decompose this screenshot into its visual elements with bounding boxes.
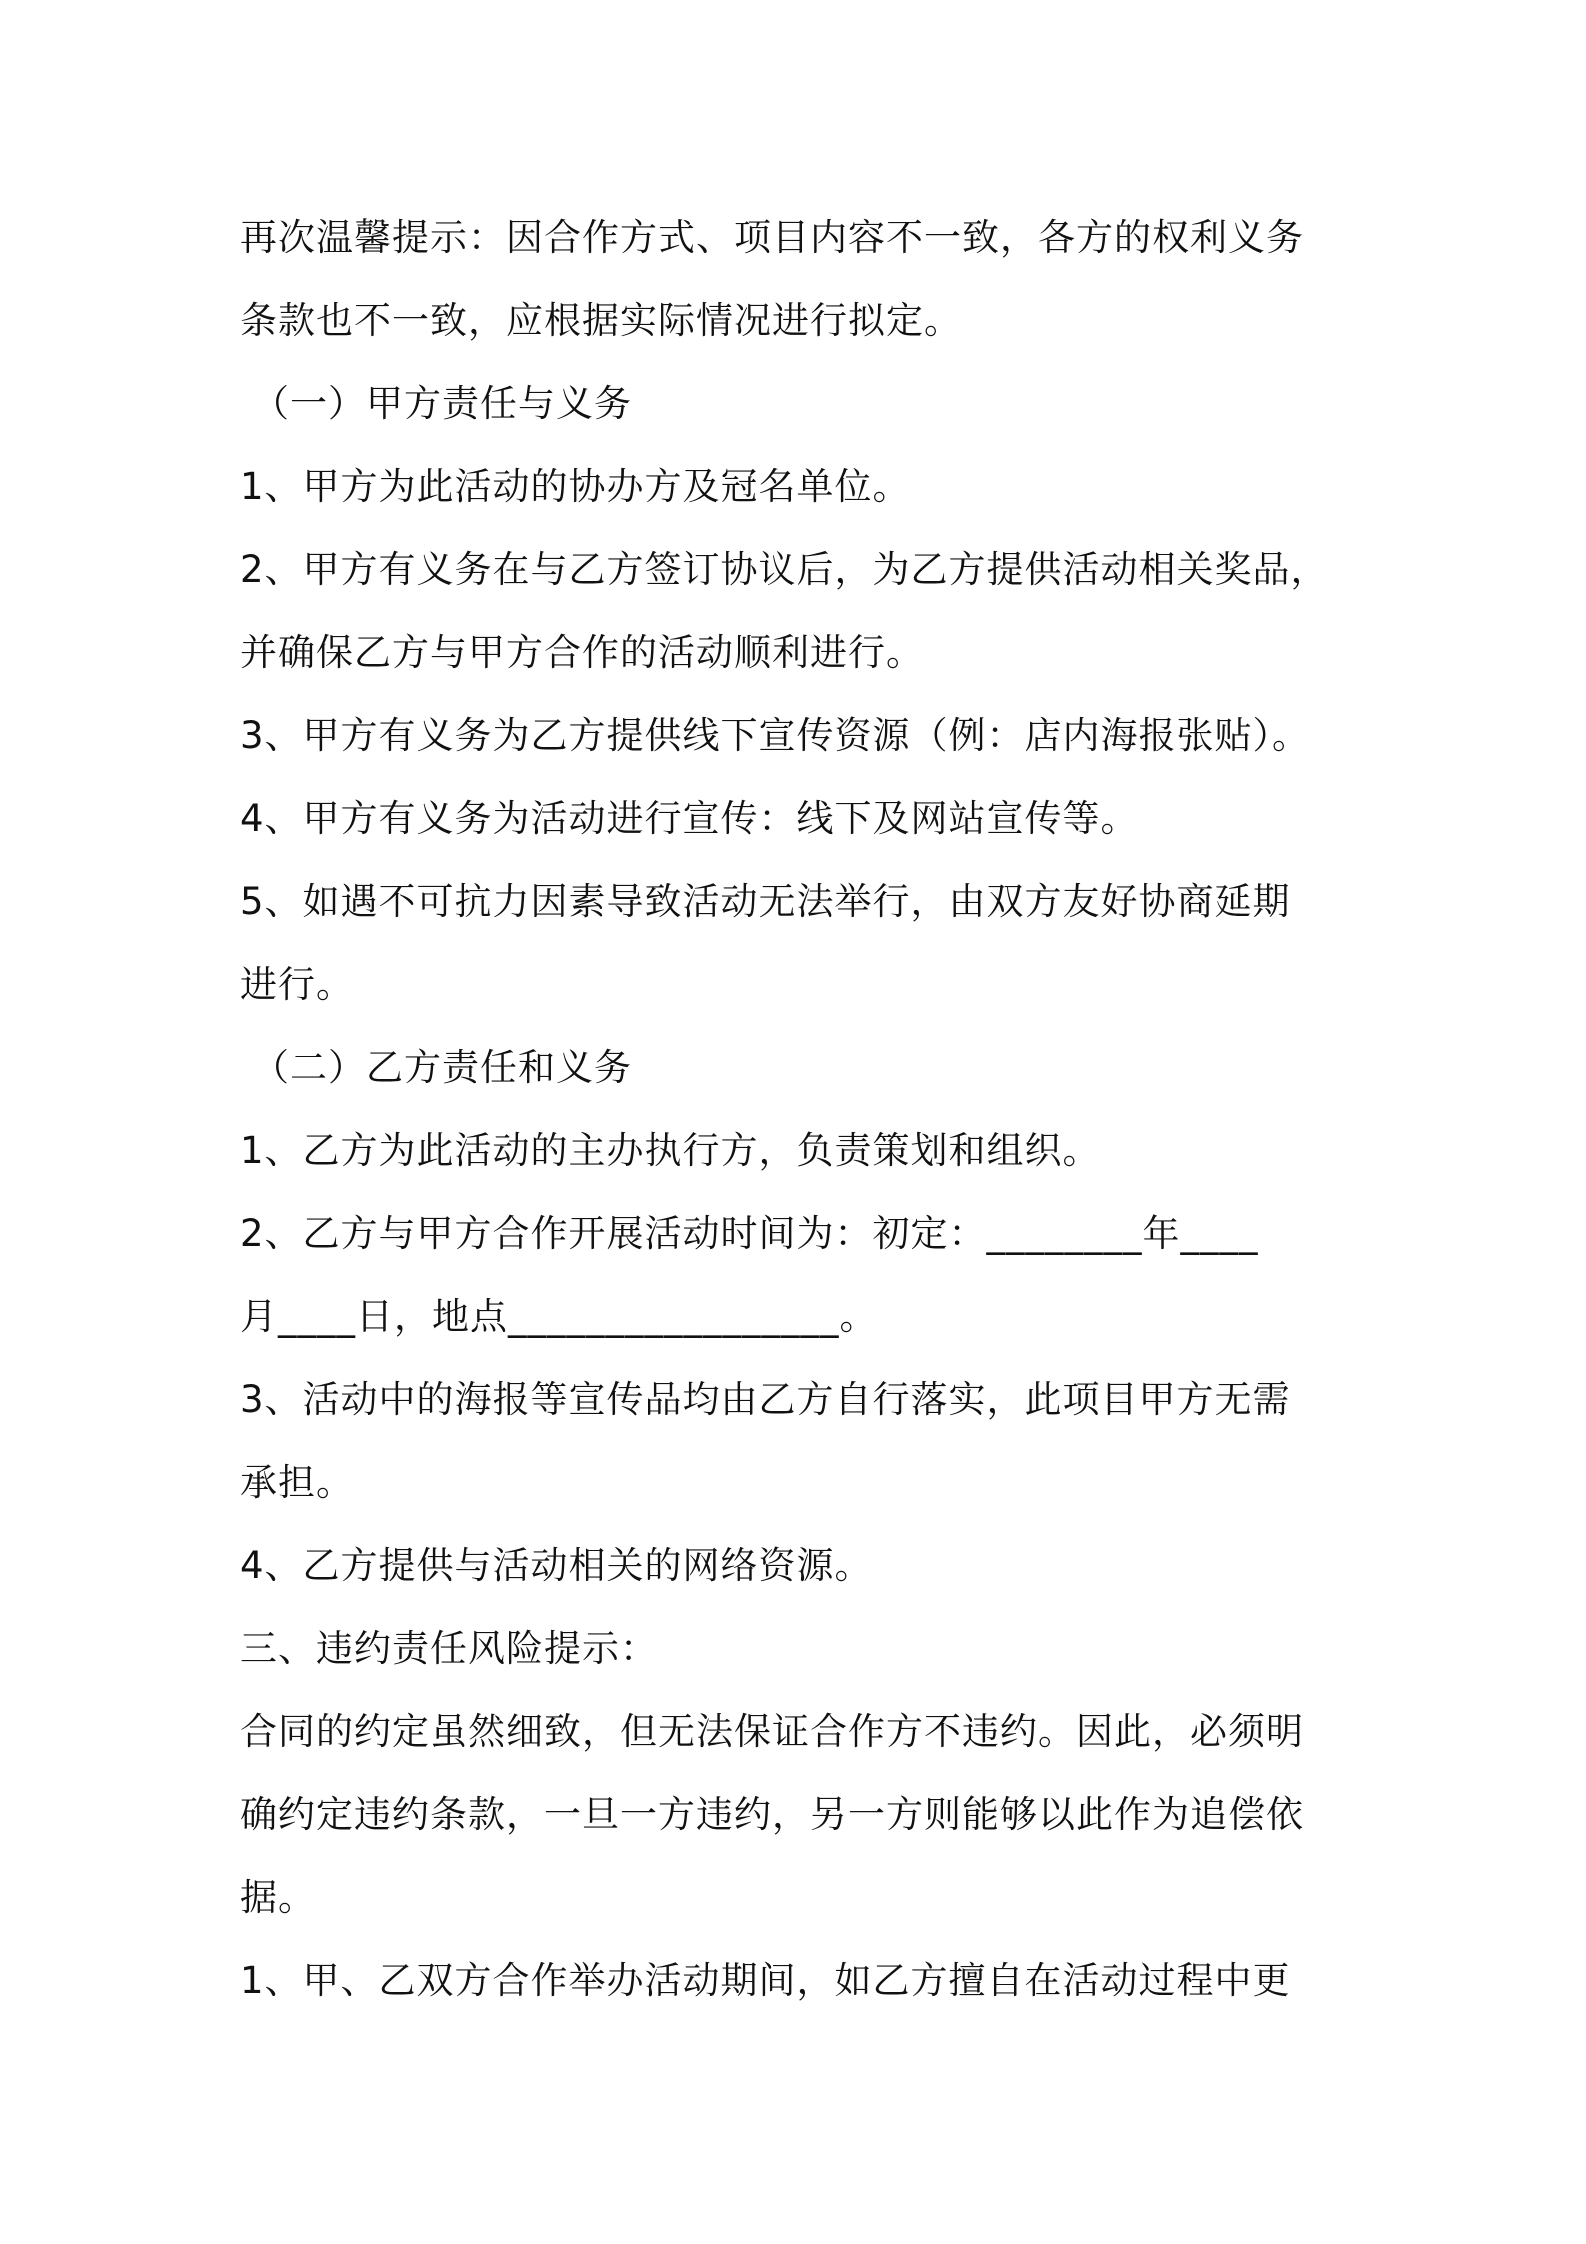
paragraph-line: 2、甲方有义务在与乙方签订协议后，为乙方提供活动相关奖品，	[240, 548, 1329, 591]
paragraph-line: 再次温馨提示：因合作方式、项目内容不一致，各方的权利义务	[240, 216, 1304, 259]
section-heading: （二）乙方责任和义务	[252, 1046, 632, 1089]
paragraph-line: 进行。	[240, 963, 354, 1006]
paragraph-line: 4、乙方提供与活动相关的网络资源。	[240, 1544, 873, 1587]
section-heading: 三、违约责任风险提示：	[240, 1627, 658, 1670]
paragraph-line: 1、乙方为此活动的主办执行方，负责策划和组织。	[240, 1129, 1101, 1172]
paragraph-line: 并确保乙方与甲方合作的活动顺利进行。	[240, 631, 924, 674]
paragraph-line: 4、甲方有义务为活动进行宣传：线下及网站宣传等。	[240, 797, 1139, 840]
paragraph-line: 合同的约定虽然细致，但无法保证合作方不违约。因此，必须明	[240, 1710, 1304, 1753]
paragraph-line: 1、甲、乙双方合作举办活动期间，如乙方擅自在活动过程中更	[240, 1959, 1291, 2002]
paragraph-line: 条款也不一致，应根据实际情况进行拟定。	[240, 299, 962, 342]
paragraph-line: 2、乙方与甲方合作开展活动时间为：初定：________年____	[240, 1212, 1259, 1255]
paragraph-line: 据。	[240, 1876, 316, 1919]
document-body	[240, 196, 1360, 2022]
section-heading: （一）甲方责任与义务	[252, 382, 632, 425]
paragraph-line: 确约定违约条款，一旦一方违约，另一方则能够以此作为追偿依	[240, 1793, 1304, 1836]
paragraph-line: 1、甲方为此活动的协办方及冠名单位。	[240, 465, 911, 508]
paragraph-line: 月____日，地点_________________。	[240, 1295, 878, 1338]
paragraph-line: 3、甲方有义务为乙方提供线下宣传资源（例：店内海报张贴）。	[240, 714, 1311, 757]
paragraph-line: 5、如遇不可抗力因素导致活动无法举行，由双方友好协商延期	[240, 880, 1291, 923]
paragraph-line: 承担。	[240, 1461, 354, 1504]
paragraph-line: 3、活动中的海报等宣传品均由乙方自行落实，此项目甲方无需	[240, 1378, 1291, 1421]
